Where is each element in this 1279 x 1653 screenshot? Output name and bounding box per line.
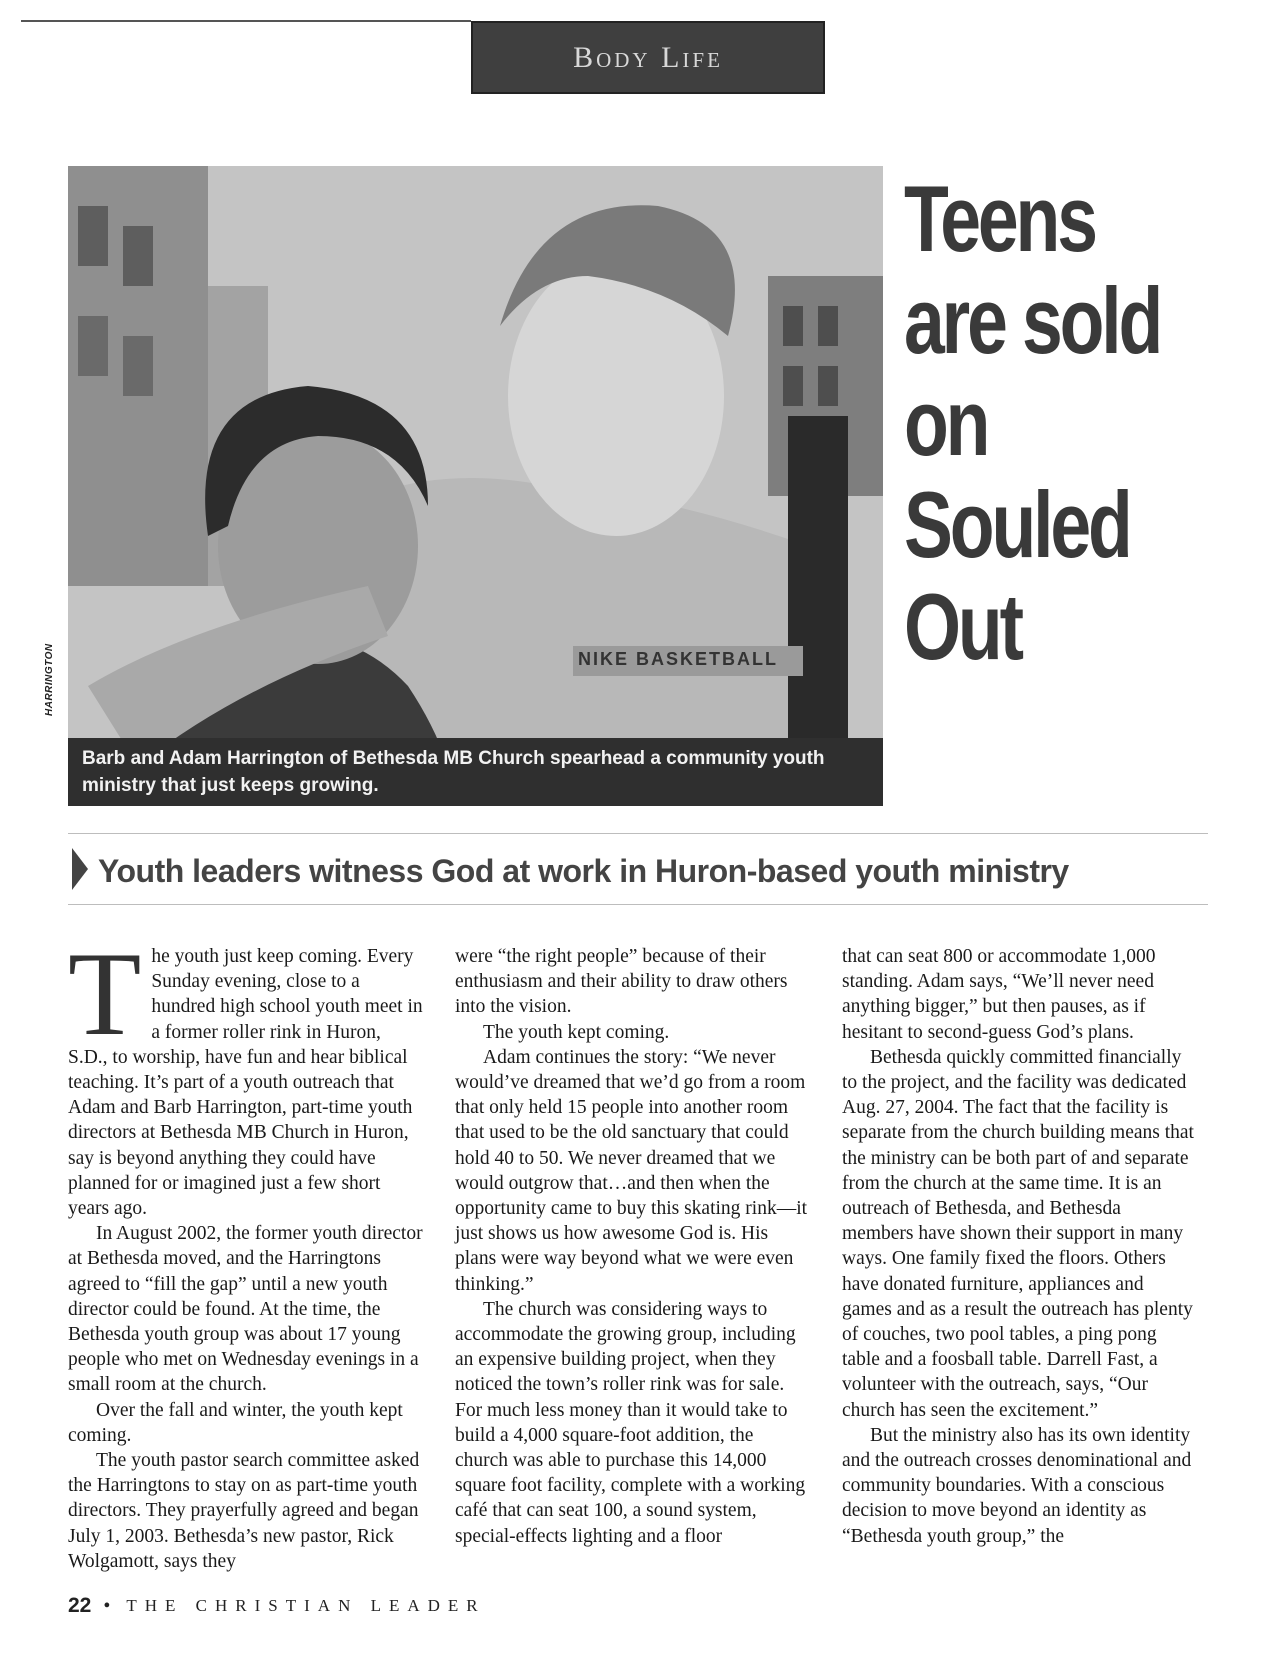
deck-subheadline: Youth leaders witness God at work in Huron-based youth ministry [98,853,1069,889]
section-label: Body Life [573,40,723,74]
headline-line: are sold [904,268,1161,373]
paragraph: The youth pastor search committee asked the Harringtons to stay on as part-time youth directors. They prayerfully agreed and began July 1, 2003. Bethesda’s new pastor, Rick Wolgamott, says they [68,1450,420,1572]
paragraph: The church was considering ways to accommodate the growing group, including an expensive building project, when they noticed the town’s roller rink was for sale. For much less money than it would take to build a 4,000 square-foot addition, the church was able to purchase this 14,000 square foot facility, complete with a working café that can seat 100, a sound system, special-effects lighting and a floor [455,1298,806,1547]
photo-illustration [68,166,883,806]
paragraph: Bethesda quickly committed financially to the project, and the facility was dedicated Aug. 27, 2004. The fact that the facility is separate from the church building means that the ministry can be both part of and separate from the church at the same time. It is an outreach of Bethesda, and Bethesda members have shown their support in many ways. One family fixed the floors. Others have donated furniture, appliances and games and as a result the outreach has plenty of couches, two pool tables, a ping pong table and a foosball table. Darrell Fast, a volunteer with the outreach, says, “Our church has seen the excitement.” [842,1046,1194,1421]
shirt-text: NIKE BASKETBALL [578,649,778,669]
section-banner [471,21,825,94]
article-column-2 [455,944,810,1549]
photo-caption: Barb and Adam Harrington of Bethesda MB Church spearhead a community youth ministry that just keeps growing. [68,738,883,806]
deck-rule [68,904,1208,905]
paragraph: The youth kept coming. [483,1021,670,1043]
footer-bullet: • [103,1594,111,1617]
headline-line: Teens [904,166,1095,271]
paragraph: were “the right people” because of their enthusiasm and their ability to draw others into the vision. [455,946,788,1018]
page-footer [68,1594,486,1618]
headline-line: Out [904,574,1021,679]
headline-line: Souled [904,472,1130,577]
paragraph: that can seat 800 or accommodate 1,000 standing. Adam says, “We’ll never need anything bigger,” but then pauses, as if hesitant to second-guess God’s plans. [842,946,1156,1043]
drop-cap: T [68,927,142,1060]
paragraph: In August 2002, the former youth director at Bethesda moved, and the Harringtons agreed to “fill the gap” until a new youth director could be found. At the time, the Bethesda youth group was about 17 young people who met on Wednesday evenings in a small room at the church. [68,1223,423,1396]
headline-line: on [904,370,988,475]
page-number: 22 [68,1594,92,1617]
photo-credit: HARRINGTON [44,643,55,716]
article-photo [68,166,883,806]
magazine-name: THE CHRISTIAN LEADER [126,1596,486,1615]
top-rule [21,20,471,22]
paragraph: he youth just keep coming. Every Sunday evening, close to a hundred high school youth meet in a former roller rink in Huron, S.D., to worship, have fun and hear biblical teaching. It’s part of a youth outreach that Adam and Barb Harrington, part-time youth directors at Bethesda MB Church in Huron, say is beyond anything they could have planned for or imagined just a few short years ago. [68,946,423,1220]
paragraph: But the ministry also has its own identity and the outreach crosses denominational and community boundaries. With a conscious decision to move beyond an identity as “Bethesda youth group,” the [842,1424,1192,1547]
arrow-icon [68,846,92,892]
paragraph: Adam continues the story: “We never would’ve dreamed that we’d go from a room that only held 15 people into another room that used to be the old sanctuary that could hold 40 to 50. We never dreamed that we would outgrow that…and then when the opportunity came to buy this skating rink—it just shows us how awesome God is. His plans were way beyond what we were even thinking.” [455,1046,808,1295]
paragraph: Over the fall and winter, the youth kept coming. [68,1399,403,1446]
deck-rule [68,833,1208,834]
article-column-3 [842,944,1197,1549]
article-column-1 [68,927,423,1574]
headline [904,168,1169,678]
